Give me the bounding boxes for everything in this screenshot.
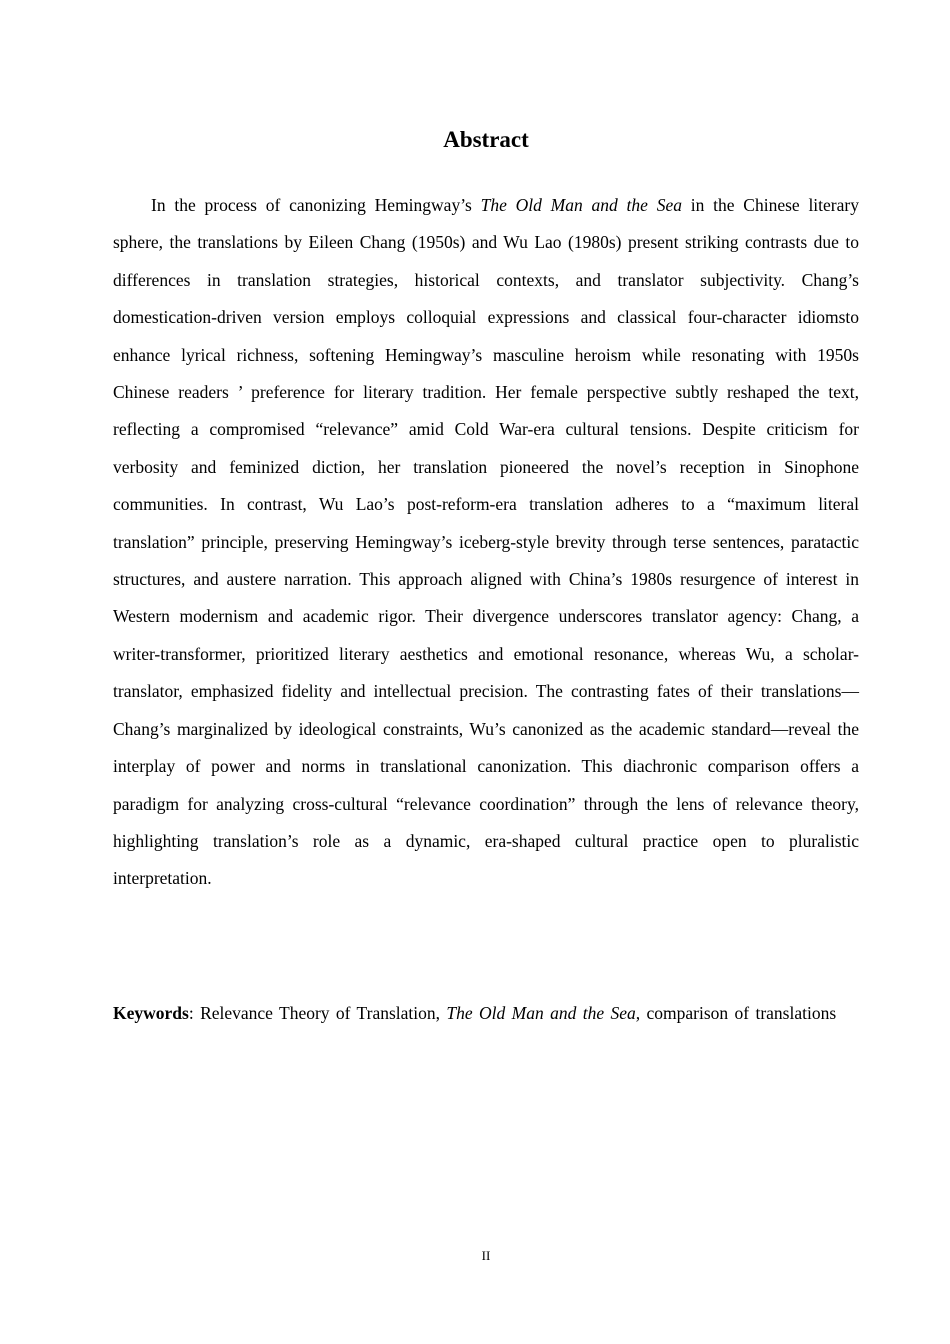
keywords-book-title-italic: The Old Man and the Sea, [446, 1003, 641, 1023]
keywords-separator: : [188, 1003, 201, 1023]
keywords-text-part2: comparison of translations [640, 1003, 837, 1023]
book-title-italic: The Old Man and the Sea [480, 195, 682, 215]
abstract-paragraph [113, 187, 859, 898]
page-number: II [481, 1248, 491, 1263]
abstract-text-part2: in the Chinese literary sphere, the translations by Eileen Chang (1950s) and Wu Lao (1980s) present striking contrasts due to differences in translation strategies, historical contexts, and translator subjectivity. Chang’s domestication-driven version employs colloquial expressions and classical four-character idiomsto enhance lyrical richness, softening Hemingway’s masculine heroism while resonating with 1950s Chinese readers ’ preference for literary tradition. Her female perspective subtly reshaped the text, reflecting a compromised “relevance” amid Cold War-era cultural tensions. Despite criticism for verbosity and feminized diction, her translation pioneered the novel’s reception in Sinophone communities. In contrast, Wu Lao’s post-reform-era translation adheres to a “maximum literal translation” principle, preserving Hemingway’s iceberg-style brevity through terse sentences, paratactic structures, and austere narration. This approach aligned with China’s 1980s resurgence of interest in Western modernism and academic rigor. Their divergence underscores translator agency: Chang, a writer-transformer, prioritized literary aesthetics and emotional resonance, whereas Wu, a scholar-translator, emphasized fidelity and intellectual precision. The contrasting fates of their translations—Chang’s marginalized by ideological constraints, Wu’s canonized as the academic standard—reveal the interplay of power and norms in translational canonization. This diachronic comparison offers a paradigm for analyzing cross-cultural “relevance coordination” through the lens of relevance theory, highlighting translation’s role as a dynamic, era-shaped cultural practice open to pluralistic interpretation. [113, 195, 859, 889]
keywords-label: Keywords [113, 1003, 189, 1023]
keywords-text-part1: Relevance Theory of Translation, [200, 1003, 447, 1023]
keywords-line [113, 1000, 859, 1026]
abstract-title: Abstract [443, 127, 529, 152]
abstract-text-part1: In the process of canonizing Hemingway’s [151, 195, 481, 215]
